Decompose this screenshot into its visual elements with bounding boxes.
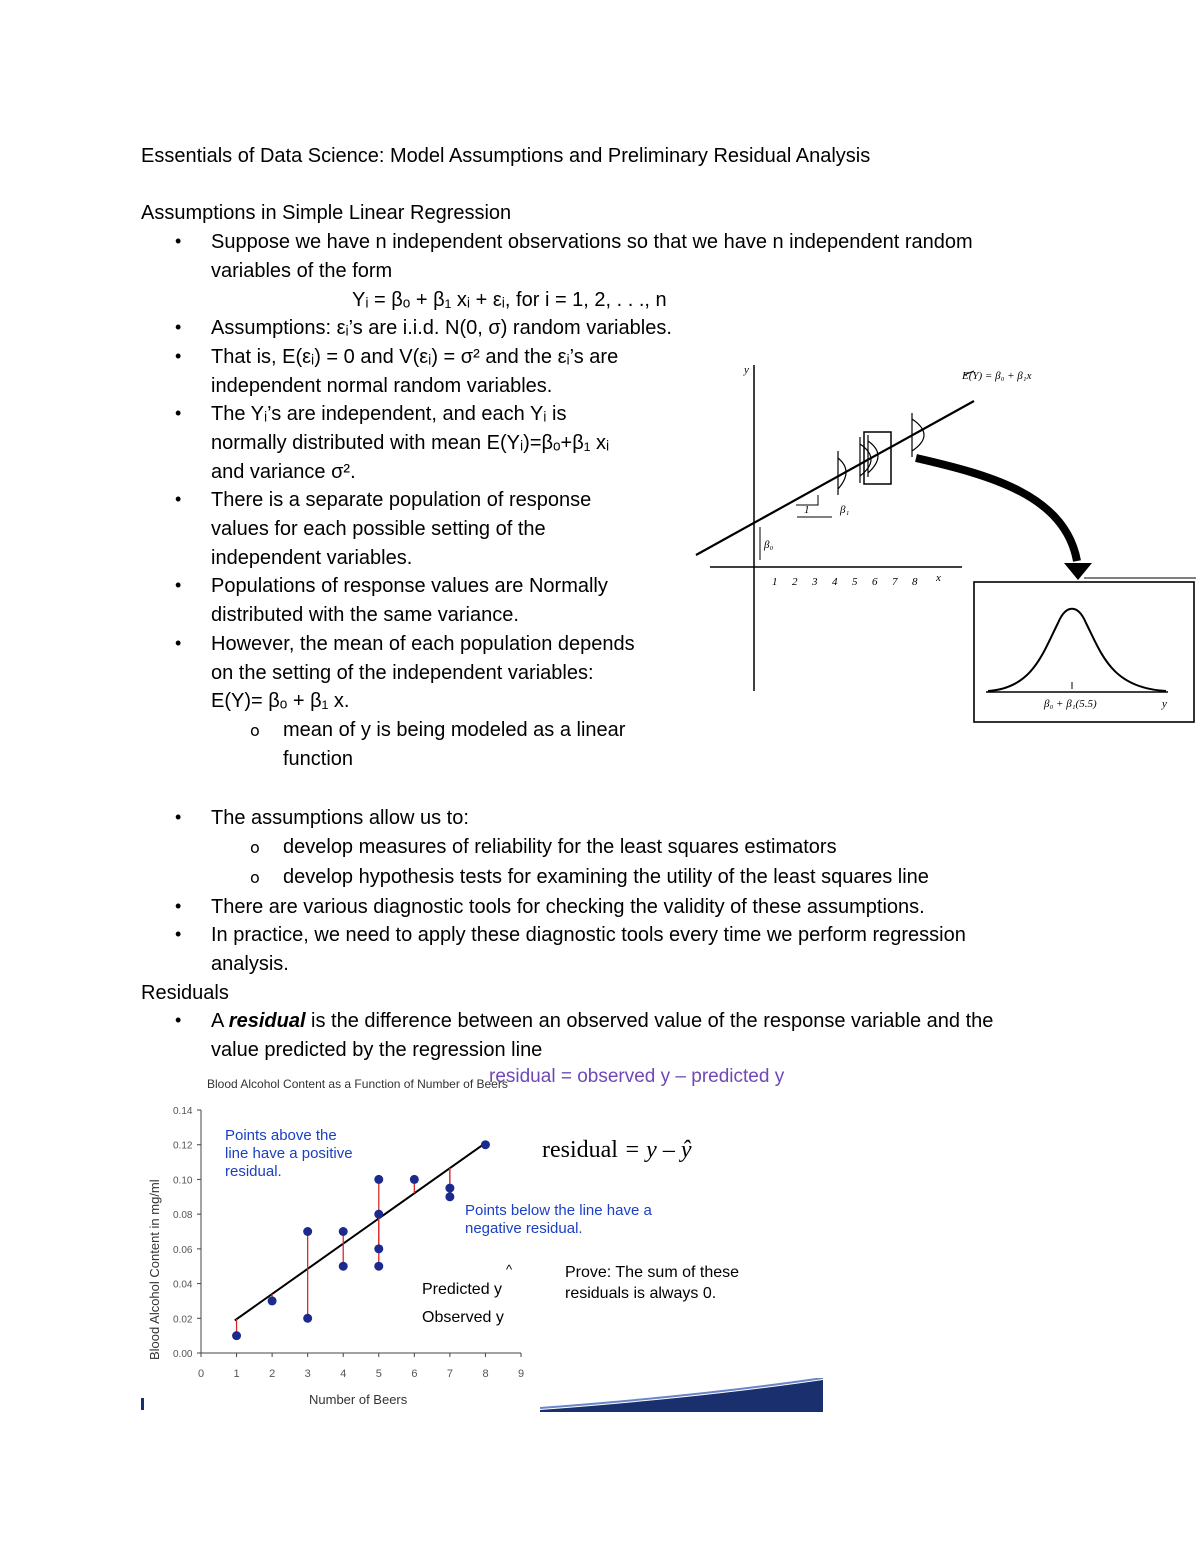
sub-bullet-text: develop hypothesis tests for examining the utility of the least squares line	[283, 866, 929, 888]
diagram-beta0: β₀	[764, 539, 774, 551]
sub-bullet-marker: o	[250, 721, 260, 740]
bullet-text: In practice, we need to apply these diagnostic tools every time we perform regression	[211, 924, 966, 946]
data-point	[232, 1331, 241, 1340]
residual-formula-math	[542, 1137, 691, 1164]
bullet-text: There is a separate population of response	[211, 489, 592, 511]
y-tick-label: 0.08	[173, 1210, 193, 1222]
bullet-text: normally distributed with mean E(Yᵢ)=βₒ+β₁ xᵢ	[211, 432, 610, 454]
bullet-text: That is, E(εᵢ) = 0 and V(εᵢ) = σ² and the εᵢ’s are	[211, 346, 619, 368]
diagram-x-tick: 4	[832, 576, 838, 588]
residual-formula-rhs: = y – ŷ	[623, 1137, 692, 1163]
x-axis-label: Number of Beers	[309, 1392, 408, 1407]
bullet-text: analysis.	[211, 953, 289, 975]
bullet-text: E(Y)= βₒ + β₁ x.	[211, 690, 350, 712]
x-tick-label: 4	[340, 1368, 347, 1380]
positive-note-line: residual.	[225, 1163, 282, 1180]
y-axis-label: Blood Alcohol Content in mg/ml	[147, 1179, 162, 1360]
section-heading-residuals: Residuals	[141, 982, 229, 1004]
y-tick-label: 0.06	[173, 1244, 193, 1256]
normal-density-curve	[988, 609, 1166, 691]
hat-symbol: ^	[506, 1262, 513, 1277]
x-tick-label: 2	[269, 1368, 276, 1380]
bullet-marker: •	[175, 633, 182, 653]
bullet-text: independent normal random variables.	[211, 375, 553, 397]
chart-title: Blood Alcohol Content as a Function of Number of Beers	[207, 1077, 508, 1091]
data-point	[445, 1184, 454, 1193]
data-point	[410, 1175, 419, 1184]
inset-mean-label: β₀ + β₁(5.5)	[1044, 698, 1097, 710]
bullet-text: There are various diagnostic tools for checking the validity of these assumptions.	[211, 896, 925, 918]
data-point	[481, 1140, 490, 1149]
mean-regression-line	[696, 401, 974, 555]
bullet-marker: •	[175, 924, 182, 944]
regression-model-diagram	[690, 355, 1200, 735]
bac-scatter-chart	[141, 1070, 541, 1410]
positive-note-line: line have a positive	[225, 1145, 353, 1162]
x-tick-label: 7	[446, 1368, 454, 1380]
predicted-label: Predicted y	[422, 1281, 503, 1298]
bullet-text: Populations of response values are Normally	[211, 575, 608, 597]
residual-definition-line2: value predicted by the regression line	[211, 1039, 543, 1061]
bullet-text: However, the mean of each population depends	[211, 633, 635, 655]
sub-bullet-text: mean of y is being modeled as a linear	[283, 719, 626, 741]
bullet-marker: •	[175, 346, 182, 366]
bullet-marker: •	[175, 575, 182, 595]
bullet-text: Yᵢ = βₒ + β₁ xᵢ + εᵢ, for i = 1, 2, . . ., n	[352, 289, 667, 311]
x-tick-label: 9	[518, 1368, 525, 1380]
diagram-x-label: x	[936, 572, 941, 584]
bullet-text: independent variables.	[211, 547, 413, 569]
x-tick-label: 0	[198, 1368, 205, 1380]
pointer-arrow	[916, 458, 1077, 561]
data-point	[303, 1314, 312, 1323]
negative-note-line: Points below the line have a	[465, 1202, 652, 1219]
residual-formula-text: residual = observed y – predicted y	[489, 1066, 785, 1087]
sub-bullet-text: function	[283, 748, 354, 770]
bullet-text: Assumptions: εᵢ’s are i.i.d. N(0, σ) random variables.	[211, 317, 672, 339]
bullet-marker: •	[175, 317, 182, 337]
diagram-x-tick: 6	[872, 576, 878, 588]
diagram-x-tick: 5	[852, 576, 858, 588]
positive-note-line: Points above the	[225, 1127, 337, 1144]
bullet-text: distributed with the same variance.	[211, 604, 519, 626]
y-tick-label: 0.14	[173, 1106, 193, 1117]
diagram-equation: E(Y) = β₀ + β₁x	[962, 370, 1032, 382]
prove-note	[565, 1262, 739, 1304]
x-tick-label: 5	[375, 1368, 382, 1380]
bullet-marker: •	[175, 403, 182, 423]
positive-residual-note	[225, 1127, 353, 1181]
prove-line: Prove: The sum of these	[565, 1264, 740, 1281]
data-point	[374, 1175, 383, 1184]
residual-definition-pre: A	[211, 1010, 229, 1032]
diagram-x-tick: 2	[792, 576, 798, 588]
residual-term: residual	[228, 1010, 306, 1032]
footer-swoosh	[540, 1378, 825, 1413]
data-point	[374, 1262, 383, 1271]
data-point	[268, 1296, 277, 1305]
diagram-x-tick: 8	[912, 576, 918, 588]
data-point	[339, 1262, 348, 1271]
bullet-text: The Yᵢ’s are independent, and each Yᵢ is	[211, 403, 567, 425]
bullet-marker: •	[175, 489, 182, 509]
observed-label: Observed y	[422, 1309, 504, 1326]
sub-bullet-text: develop measures of reliability for the least squares estimators	[283, 836, 837, 858]
negative-note-line: negative residual.	[465, 1220, 583, 1237]
bullet-text: on the setting of the independent variables:	[211, 662, 594, 684]
bullet-marker: •	[175, 807, 182, 827]
y-tick-label: 0.02	[173, 1314, 193, 1326]
diagram-x-ticks	[772, 576, 918, 588]
residual-definition-post: is the difference between an observed value of the response variable and the	[305, 1010, 994, 1032]
residual-formula-lhs: residual	[542, 1137, 618, 1163]
bullet-marker: •	[175, 1010, 182, 1030]
residual-definition	[211, 1007, 993, 1036]
data-point	[339, 1227, 348, 1236]
inset-y-label: y	[1162, 698, 1167, 710]
bullet-text: variables of the form	[211, 260, 393, 282]
prove-line: residuals is always 0.	[565, 1285, 717, 1302]
diagram-beta1: β₁	[840, 504, 850, 516]
bullet-marker: •	[175, 896, 182, 916]
y-tick-label: 0.12	[173, 1140, 193, 1152]
x-tick-label: 1	[233, 1368, 240, 1380]
data-point	[445, 1192, 454, 1201]
page-title: Essentials of Data Science: Model Assumptions and Preliminary Residual Analysis	[141, 145, 871, 167]
diagram-x-tick: 3	[812, 576, 818, 588]
y-tick-label: 0.10	[173, 1175, 193, 1187]
negative-residual-note	[465, 1202, 652, 1238]
section-heading-assumptions: Assumptions in Simple Linear Regression	[141, 202, 512, 224]
diagram-x-tick: 1	[772, 576, 778, 588]
diagram-y-label: y	[744, 364, 749, 376]
sub-bullet-marker: o	[250, 868, 260, 887]
data-point	[374, 1210, 383, 1219]
data-point	[374, 1244, 383, 1253]
y-tick-label: 0.00	[173, 1349, 193, 1360]
x-tick-label: 3	[304, 1368, 311, 1380]
bullet-text: The assumptions allow us to:	[211, 807, 469, 829]
bullet-text: and variance σ².	[211, 461, 356, 483]
y-tick-label: 0.04	[173, 1279, 193, 1291]
bullet-marker: •	[175, 231, 182, 251]
diagram-unit: 1	[804, 504, 810, 516]
bullet-text: values for each possible setting of the	[211, 518, 546, 540]
diagram-x-tick: 7	[892, 576, 898, 588]
sub-bullet-marker: o	[250, 838, 260, 857]
data-point	[303, 1227, 312, 1236]
x-tick-label: 8	[482, 1368, 489, 1380]
bullet-text: Suppose we have n independent observations so that we have n independent random	[211, 231, 973, 253]
x-tick-label: 6	[411, 1368, 418, 1380]
